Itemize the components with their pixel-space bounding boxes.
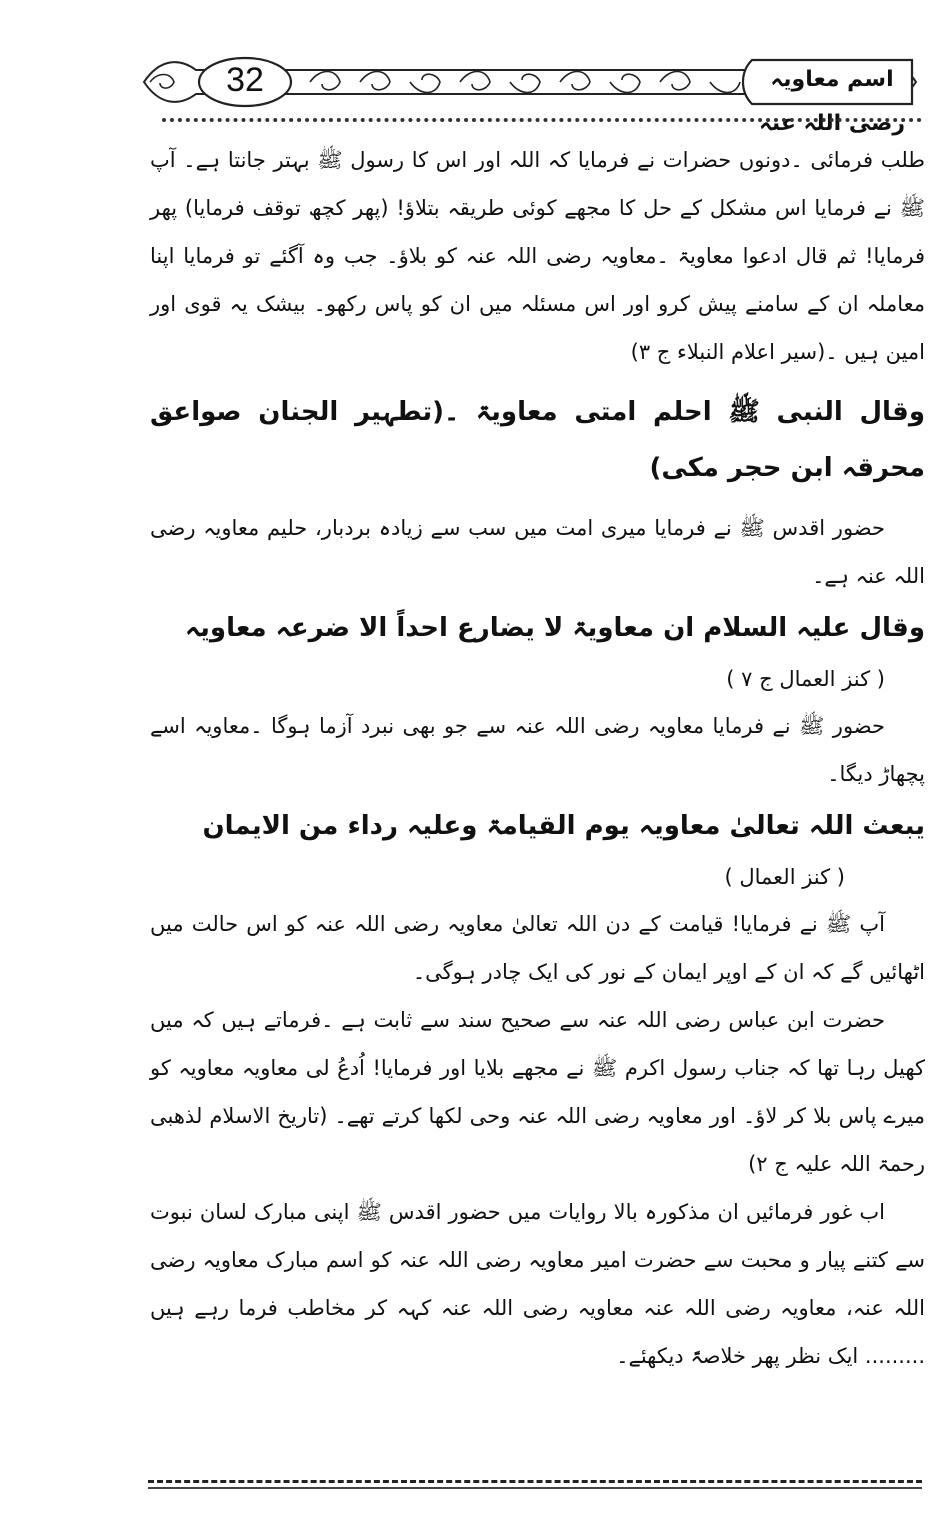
header-dotted-rule [162,118,922,122]
footer-rule-solid [148,1487,922,1489]
page-body [150,136,925,1380]
arabic-hadith-1: وقال النبی ﷺ احلم امتی معاویۃ ۔(تطہیر الجنان صواعق محرقہ ابن حجر مکی) [150,397,925,483]
paragraph-5: حضرت ابن عباس رضی اللہ عنہ سے صحیح سند سے ثابت ہے ۔فرماتے ہیں کہ میں کھیل رہا تھا کہ جناب رسول اکرم ﷺ نے مجھے بلایا اور فرمایا! اُدعُ لی معاویہ معاویہ کو میرے پاس بلا کر لاؤ۔ اور معاویہ رضی اللہ عنہ وحی لکھا کرتے تھے۔ (تاریخ الاسلام لذھبی رحمۃ اللہ علیہ ج ۲) [150,1008,925,1176]
paragraph-2: حضور اقدس ﷺ نے فرمایا میری امت میں سب سے زیادہ بردبار، حلیم معاویہ رضی اللہ عنہ ہے۔ [150,516,925,588]
page-header [140,52,920,136]
paragraph-4: آپ ﷺ نے فرمایا! قیامت کے دن اللہ تعالیٰ معاویہ رضی اللہ عنہ کو اس حالت میں اٹھائیں گے کہ ان کے اوپر ایمان کے نور کی ایک چادر ہوگی۔ [150,912,925,984]
reference-3: ( کنز العمال ) [724,865,845,889]
reference-2: ( کنز العمال ج ۷ ) [726,667,885,691]
footer-rule [148,1480,922,1483]
page-number: 32 [226,61,264,99]
running-title: اسم معاویہ رضی اللہ عنہ [758,67,906,136]
arabic-hadith-2: وقال علیہ السلام ان معاویۃ لا یضارع احداً الا ضرعہ معاویہ [184,613,925,643]
paragraph-6: اب غور فرمائیں ان مذکورہ بالا روایات میں حضور اقدس ﷺ اپنی مبارک لسان نبوت سے کتنے پیار و محبت سے حضرت امیر معاویہ رضی اللہ عنہ کو اسم مبارک معاویہ رضی اللہ عنہ، معاویہ رضی اللہ عنہ معاویہ رضی اللہ عنہ کہہ کر مخاطب فرما رہے ہیں ......... ایک نظر پھر خلاصۃً دیکھئے۔ [150,1200,925,1368]
paragraph-1: طلب فرمائی ۔دونوں حضرات نے فرمایا کہ اللہ اور اس کا رسول ﷺ بہتر جانتا ہے۔ آپ ﷺ نے فرمایا اس مشکل کے حل کا مجھے کوئی طریقہ بتلاؤ! (پھر کچھ توقف فرمایا) پھر فرمایا! ثم قال ادعوا معاویۃ ۔معاویہ رضی اللہ عنہ کو بلاؤ۔ جب وہ آگئے تو فرمایا اپنا معاملہ ان کے سامنے پیش کرو اور اس مسئلہ میں ان کو پاس رکھو۔ بیشک یہ قوی اور امین ہیں ۔(سیر اعلام النبلاء ج ۳) [150,148,925,364]
paragraph-3: حضور ﷺ نے فرمایا معاویہ رضی اللہ عنہ سے جو بھی نبرد آزما ہوگا ۔معاویہ اسے پچھاڑ دیگا۔ [150,714,925,786]
arabic-hadith-3: یبعث اللہ تعالیٰ معاویہ یوم القیامۃ وعلیہ رداء من الایمان [202,811,925,841]
